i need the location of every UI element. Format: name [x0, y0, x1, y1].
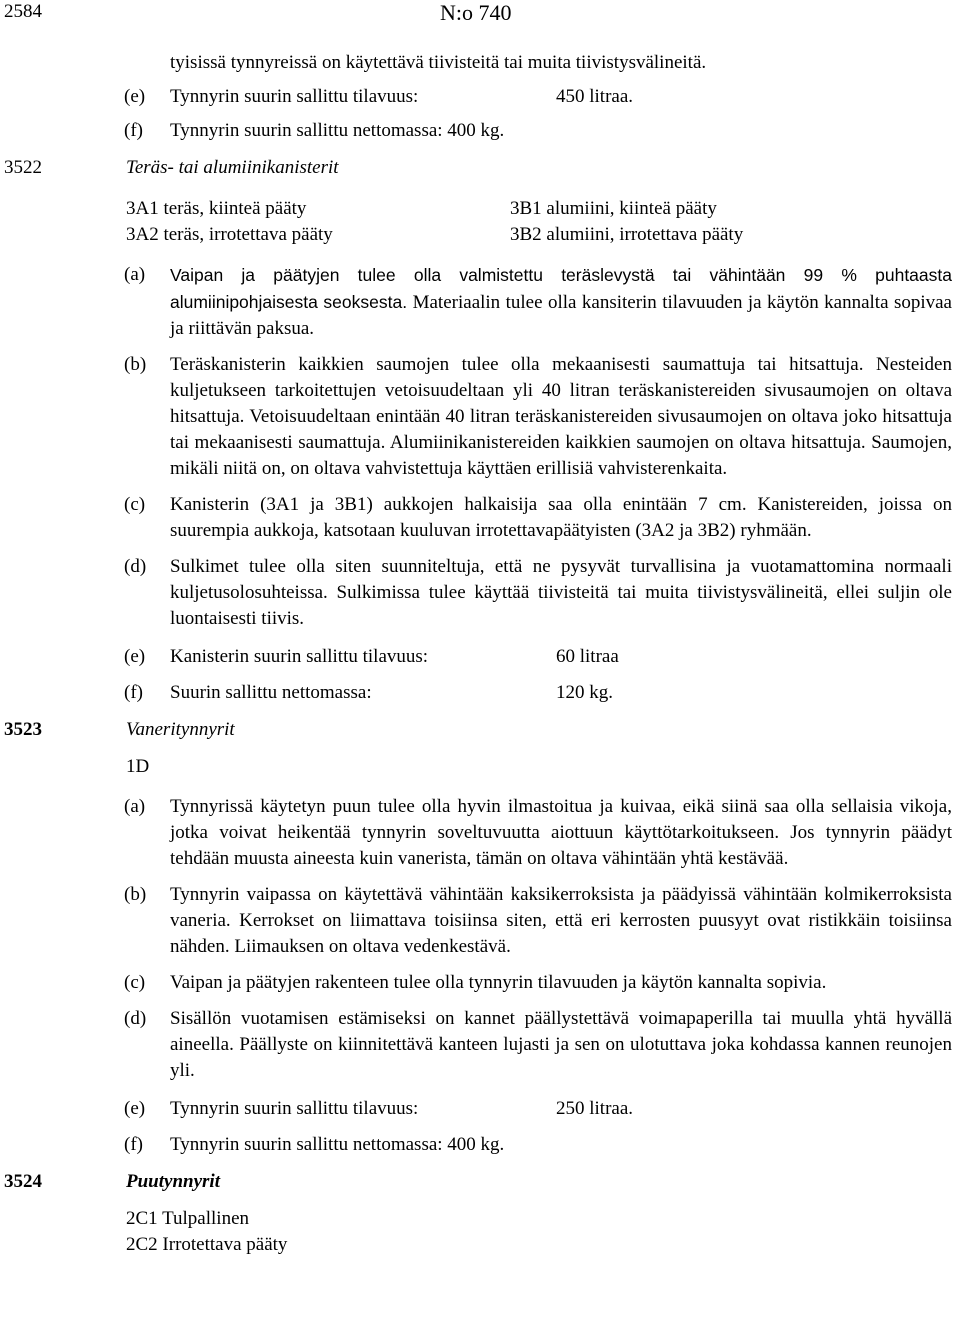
item-3523-d: [0, 1006, 960, 1084]
item-key: Kanisterin suurin sallittu tilavuus:: [170, 646, 429, 667]
section-title: Vaneritynnyrit: [126, 719, 235, 740]
item-3522-e: [0, 644, 960, 670]
item-3522-a: [0, 262, 960, 342]
item-e-previous: [0, 84, 960, 110]
item-key: Tynnyrin suurin sallittu tilavuus:: [170, 1098, 419, 1119]
item-key: Tynnyrin suurin sallittu tilavuus:: [170, 86, 419, 107]
item-text: Tynnyrin suurin sallittu nettomassa: 400 kg.: [170, 120, 505, 141]
item-label: (c): [124, 494, 146, 515]
code-row: [0, 1232, 960, 1258]
code-row: [0, 754, 960, 780]
item-text: Tynnyrin vaipassa on käytettävä vähintään kaksikerroksista ja päädyissä vähintään kolmikerroksista vaneria. Kerrokset on liimattava toisiinsa siten, että eri kerrosten puusyyt ovat ristikkäin toisiinsa nähden. Liimauksen on oltava vedenkestävä.: [170, 884, 952, 957]
item-key: Suurin sallittu nettomassa:: [170, 682, 372, 703]
page-header: [0, 0, 960, 30]
section-number: 3523: [4, 719, 42, 740]
code-row: [0, 1206, 960, 1232]
item-text: Sisällön vuotamisen estämiseksi on kannet päällystettävä voimapaperilla tai muulla yhtä hyvällä aineella. Päällyste on kiinnitettävä kanteen lujasti ja sen on ulotuttava joka kohdassa kannen reunojen yli.: [170, 1008, 952, 1081]
item-value: 250 litraa.: [556, 1098, 634, 1119]
code-left: 3A2 teräs, irrotettava pääty: [126, 224, 333, 245]
item-label: (e): [124, 646, 146, 667]
section-number: 3522: [4, 157, 42, 178]
item-value: 120 kg.: [556, 682, 613, 703]
item-text: Vaipan ja päätyjen rakenteen tulee olla tynnyrin tilavuuden ja käytön kannalta sopivia.: [170, 972, 827, 993]
item-label: (d): [124, 556, 147, 577]
item-3523-f: [0, 1132, 960, 1158]
issue-number: N:o 740: [440, 0, 512, 25]
item-3523-c: [0, 970, 960, 996]
page-number: 2584: [4, 1, 42, 22]
item-label: (b): [124, 354, 147, 375]
section-3522-heading: [0, 152, 960, 184]
item-label: (b): [124, 884, 147, 905]
code-right: 3B2 alumiini, irrotettava pääty: [510, 224, 744, 245]
item-3522-f: [0, 680, 960, 706]
item-label: (a): [124, 796, 146, 817]
page-content: [0, 50, 960, 1258]
item-3522-b: [0, 352, 960, 482]
code-left: 3A1 teräs, kiinteä pääty: [126, 198, 307, 219]
item-label: (e): [124, 1098, 146, 1119]
item-label: (d): [124, 1008, 147, 1029]
item-label: (e): [124, 86, 146, 107]
item-label: (a): [124, 264, 146, 285]
item-3522-d: [0, 554, 960, 632]
item-text: Tynnyrin suurin sallittu nettomassa: 400 kg.: [170, 1134, 505, 1155]
item-text: Kanisterin (3A1 ja 3B1) aukkojen halkaisija saa olla enintään 7 cm. Kanistereiden, joissa on suurempia aukkoja, katsotaan kuuluvan irrotettavapäätyisten (3A2 ja 3B2) ryhmään.: [170, 494, 952, 541]
item-text: Sulkimet tulee olla siten suunniteltuja, että ne pysyvät turvallisina ja vuotamattomina normaali kuljetusolosuhteissa. Sulkimissa tulee käyttää tiivisteitä tai muita tiivistysvälineitä, ellei suljin ole luontaisesti tiivis.: [170, 556, 952, 629]
item-label: (f): [124, 682, 143, 703]
code: 2C1 Tulpallinen: [126, 1208, 249, 1229]
item-text: Tynnyrissä käytetyn puun tulee olla hyvin ilmastoitua ja kuivaa, eikä siinä saa olla sellaisia vikoja, jotka voivat heikentää tynnyrin soveltuvuutta aiottuun käyttötarkoitukseen. Jos tynnyrin päädyt tehdään muusta aineesta kuin vanerista, tämän on oltava vähintään yhtä kestävää.: [170, 796, 952, 869]
code-right: 3B1 alumiini, kiinteä pääty: [510, 198, 717, 219]
section-3523-heading: [0, 714, 960, 746]
item-3523-b: [0, 882, 960, 960]
item-text: Materiaalin tulee olla kansiterin tilavuuden ja käytön kannalta sopivaa ja riittävän paksua.: [170, 292, 952, 339]
section-number: 3524: [4, 1171, 42, 1192]
item-text: Teräskanisterin kaikkien saumojen tulee olla mekaanisesti saumattuja tai hitsattuja. Nesteiden kuljetukseen tarkoitettujen vetoisuudeltaan yli 40 litran teräskanistereiden sivusaumojen on oltava hitsattuja. Vetoisuudeltaan enintään 40 litran teräskanistereiden sivusaumojen on oltava joko hitsattuja tai mekaanisesti saumattuja. Alumiinikanistereiden kaikkien saumojen on oltava hitsattuja. Saumojen, mikäli niitä on, on oltava vahvistettuja käyttäen erillisiä vahvisterenkaita.: [170, 354, 952, 479]
item-label: (c): [124, 972, 146, 993]
item-value: 450 litraa.: [556, 86, 634, 107]
item-label: (f): [124, 120, 143, 141]
section-title: Teräs- tai alumiinikanisterit: [126, 157, 339, 178]
item-text-sans: Vaipan ja päätyjen tulee olla valmistettu teräslevystä tai vähintään 99 % puhtaasta alumiinipohjaisesta seoksesta.: [170, 265, 952, 312]
item-3522-c: [0, 492, 960, 544]
code: 2C2 Irrotettava pääty: [126, 1234, 288, 1255]
code: 1D: [126, 756, 150, 777]
continuation-text: tyisissä tynnyreissä on käytettävä tiivisteitä tai muita tiivistysvälineitä.: [170, 52, 707, 73]
code-row: [0, 222, 960, 248]
section-3524-heading: [0, 1166, 960, 1198]
item-label: (f): [124, 1134, 143, 1155]
item-value: 60 litraa: [556, 646, 619, 667]
item-3523-a: [0, 794, 960, 872]
item-3523-e: [0, 1096, 960, 1122]
code-row: [0, 196, 960, 222]
item-f-previous: [0, 118, 960, 144]
section-title: Puutynnyrit: [126, 1171, 220, 1192]
